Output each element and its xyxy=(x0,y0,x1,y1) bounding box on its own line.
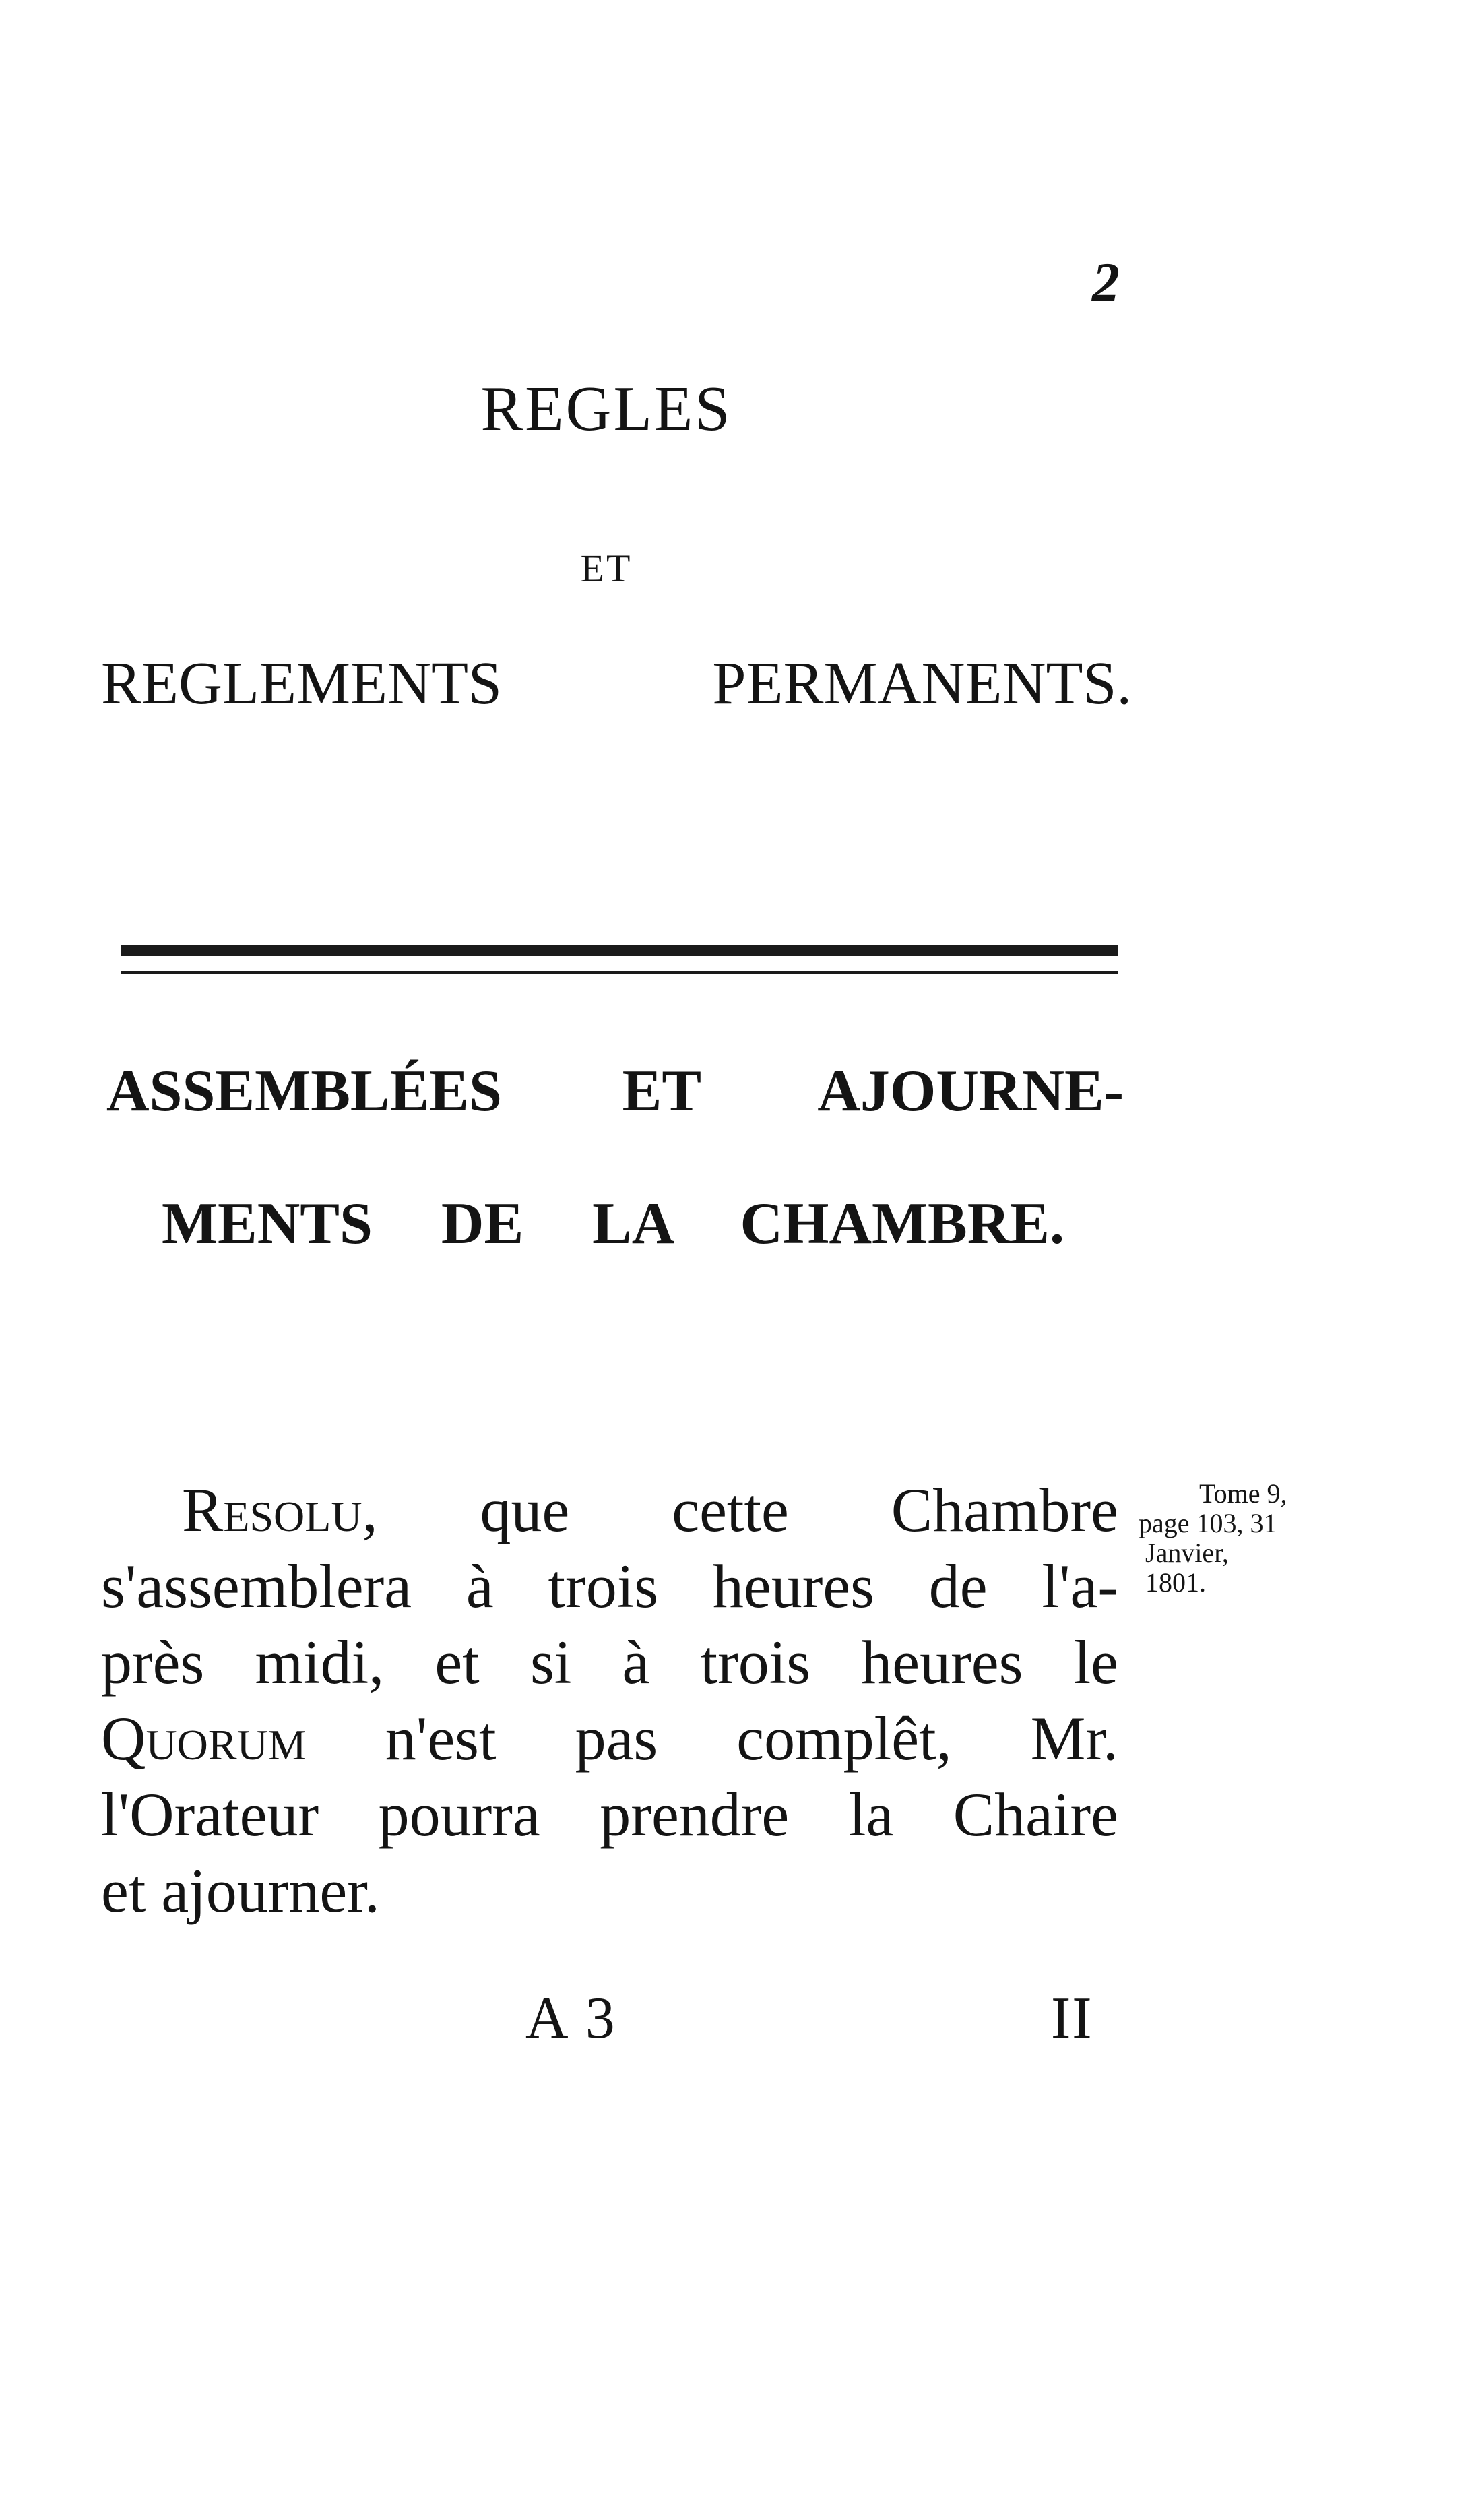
body-line-4 xyxy=(101,1701,1118,1777)
divider-thin xyxy=(121,971,1118,974)
body-line-4-text: n'est pas complêt, Mr. xyxy=(385,1704,1119,1773)
margin-note-line-1: Tome 9, xyxy=(1199,1478,1287,1509)
body-paragraph xyxy=(101,1472,1118,1929)
body-line-1-text: que cette Chambre xyxy=(480,1476,1118,1544)
quorum-word: Quorum xyxy=(101,1704,307,1773)
catchword: II xyxy=(1051,1986,1093,2051)
body-line-1 xyxy=(101,1472,1118,1548)
divider-thick xyxy=(121,945,1118,956)
page-number: 2 xyxy=(1092,251,1120,313)
body-line-3: près midi, et si à trois heures le xyxy=(101,1628,1118,1697)
body-line-5: l'Orateur pourra prendre la Chaire xyxy=(101,1780,1118,1849)
section-heading-line-1: ASSEMBLÉES ET AJOURNE- xyxy=(106,1059,1124,1124)
section-heading-line-2: MENTS DE LA CHAMBRE. xyxy=(162,1191,1064,1257)
lead-word: Resolu, xyxy=(182,1476,378,1544)
margin-note-line-3: Janvier, xyxy=(1145,1538,1229,1568)
title-line-et: ET xyxy=(580,546,633,590)
title-line-reglements: REGLEMENTS PERMANENTS. xyxy=(101,650,1132,717)
body-line-6: et ajourner. xyxy=(101,1856,380,1925)
title-line-regles: REGLES xyxy=(480,374,732,444)
body-line-2: s'assemblera à trois heures de l'a- xyxy=(101,1552,1118,1620)
margin-note-line-4: 1801. xyxy=(1145,1567,1206,1598)
signature-mark: A 3 xyxy=(525,1986,618,2051)
margin-note-line-2: page 103, 31 xyxy=(1139,1508,1277,1538)
margin-note xyxy=(1139,1479,1341,1598)
